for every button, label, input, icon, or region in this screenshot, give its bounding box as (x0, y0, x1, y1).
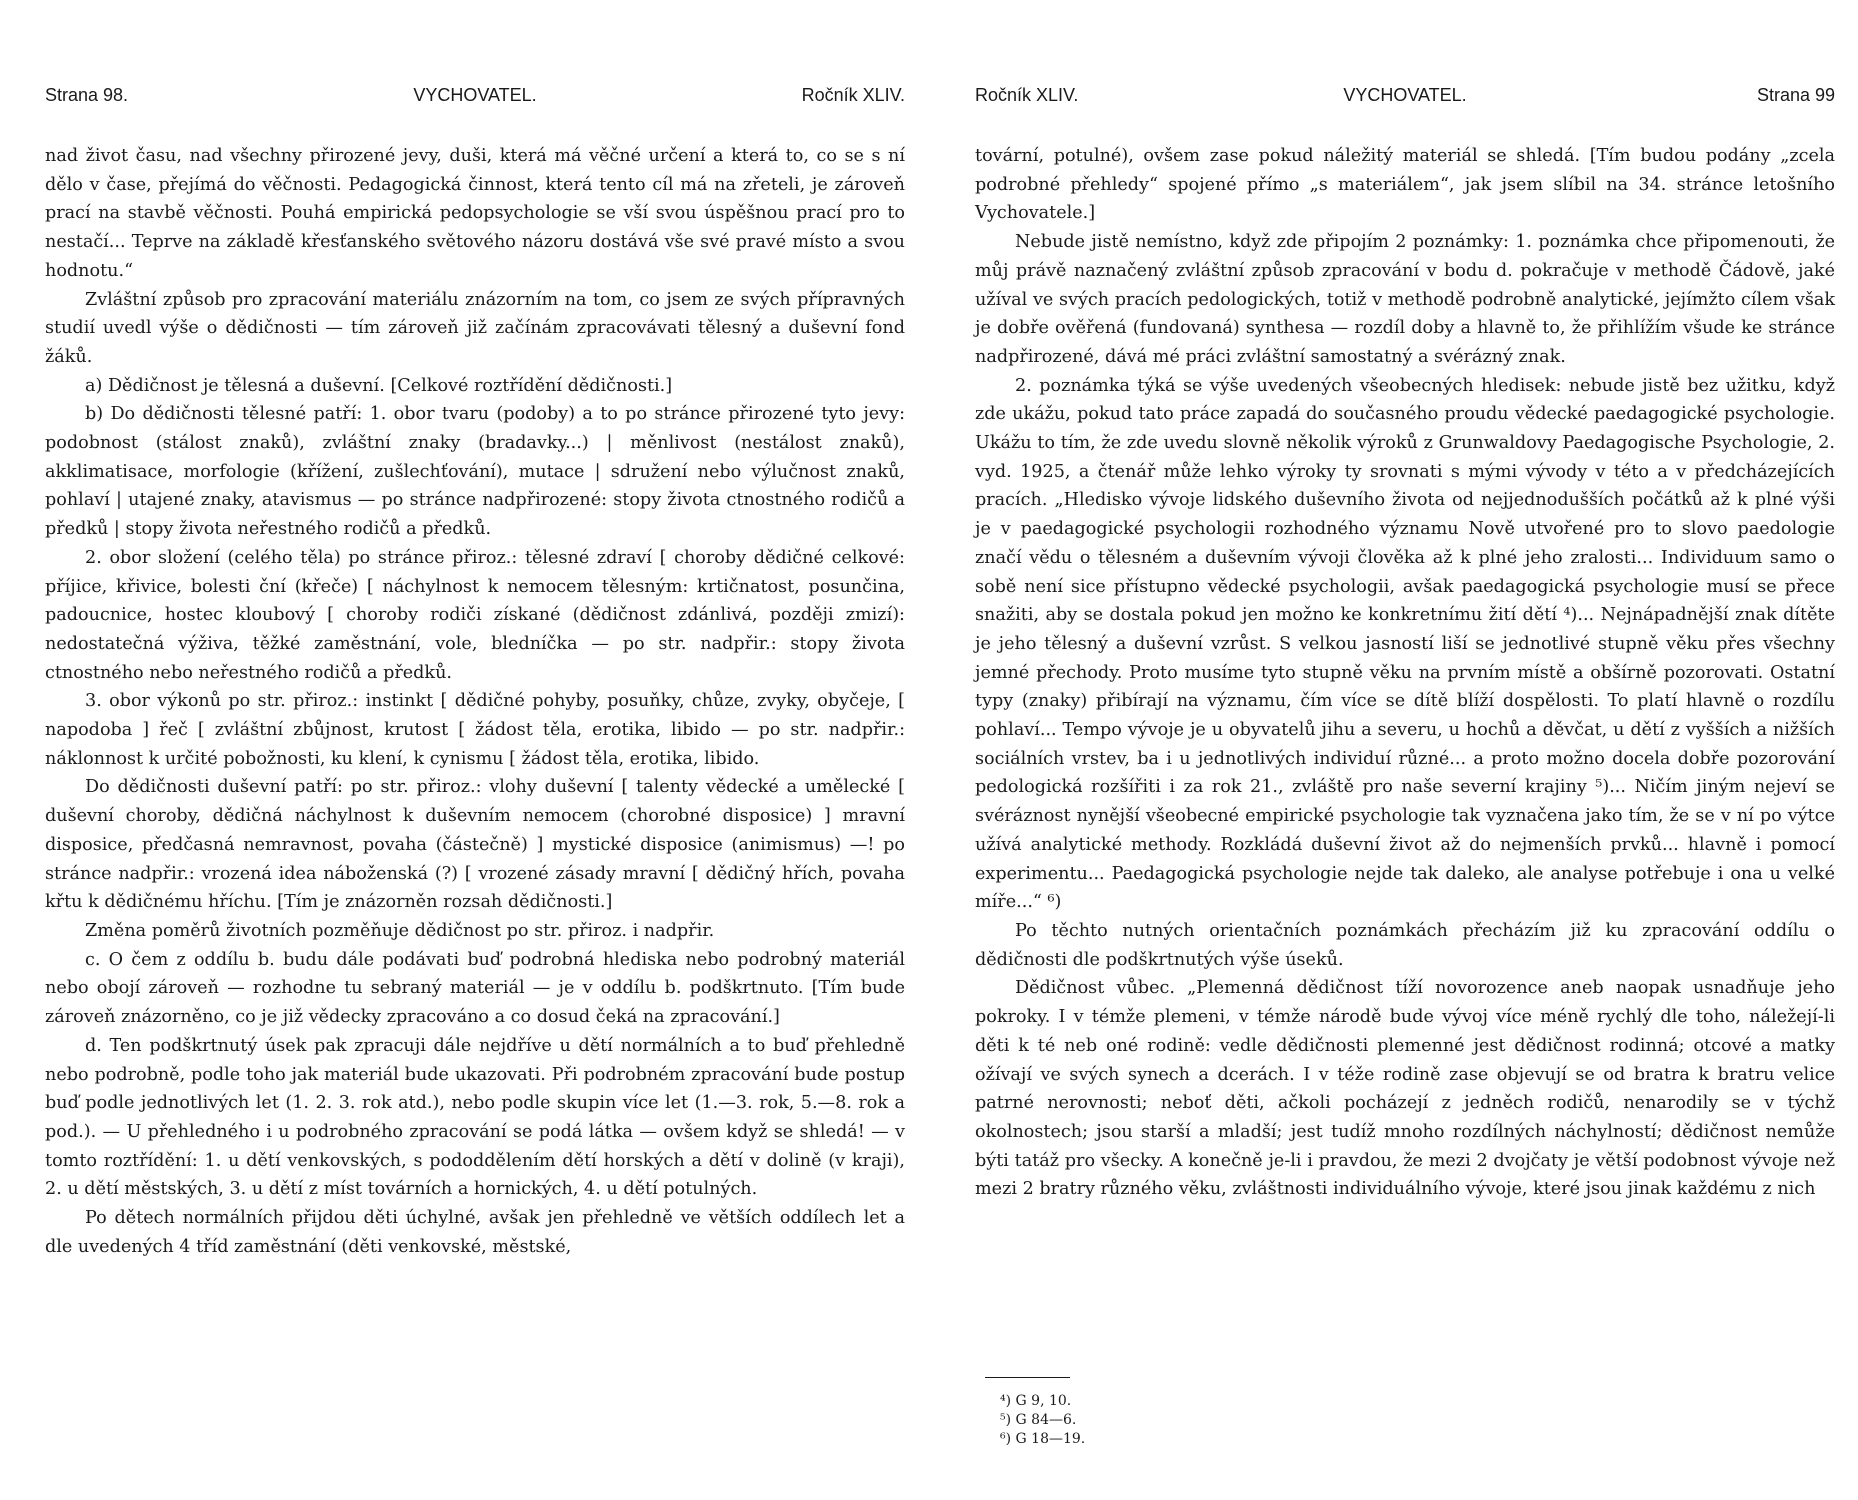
paragraph: Po těchto nutných orientačních poznámkách přecházím již ku zpracování oddílu o dědičnosti dle podškrtnutých výše úseků. (975, 920, 1835, 970)
left-page-header (45, 85, 905, 115)
footnote: ⁶) G 18—19. (1000, 1431, 1086, 1447)
volume-label: Ročník XLIV. (801, 85, 905, 105)
paragraph: tovární, potulné), ovšem zase pokud náležitý materiál se shledá. [Tím budou podány „zcela podrobné přehledy“ spojené přímo „s materiálem“, jak jsem slíbil na 34. stránce letošního Vychovatele.] (975, 146, 1835, 224)
right-page-header (975, 85, 1835, 115)
paragraph: d. Ten podškrtnutý úsek pak zpracuji dále nejdříve u dětí normálních a to buď přehledně nebo podrobně, podle toho jak materiál bude ukazovati. Při podrobném zpracování bude postup buď podle jednotlivých let (1. 2. 3. rok atd.), nebo podle skupin více let (1.—3. rok, 5.—8. rok a pod.). — U přehledného i u podrobného zpracování se podá látka — ovšem když se shledá! — v tomto roztřídění: 1. u dětí venkovských, s pododdělením dětí horských a dětí v dolině (v kraji), 2. u dětí městských, 3. u dětí z míst továrních a hornických, 4. u dětí potulných. (45, 1035, 905, 1200)
paragraph: Změna poměrů životních pozměňuje dědičnost po str. přiroz. i nadpřir. (85, 920, 715, 941)
paragraph: Dědičnost vůbec. „Plemenná dědičnost tíží novorozence aneb naopak usnadňuje jeho pokroky. I v témže plemeni, v témže národě bude vývoj více méně rychlý dle toho, náležejí-li děti k té neb oné rodině: vedle dědičnosti plemenné jest dědičnost rodinná; otcové a matky ožívají ve svých synech a dcerách. I v téže rodině zase objevují se od bratra k bratru velice patrné nerovnosti; neboť děti, ačkoli pocházejí z jedněch rodičů, nenarodily se v týchž okolnostech; jsou starší a mladší; jest tudíž mnoho rozdílných náchylností; dědičnost nemůže býti tatáž pro všecky. A konečně je-li i pravdou, že mezi 2 dvojčaty je větší podobnost vývoje než mezi 2 bratry různého věku, zvláštnosti individuálního vývoje, které jsou jinak každému z nich (975, 978, 1835, 1200)
paragraph: Do dědičnosti duševní patří: po str. přiroz.: vlohy duševní [ talenty vědecké a umělecké [ duševní choroby, dědičná náchylnost k duševním nemocem (chorobné disposice) ] mravní disposice, předčasná nemravnost, povaha (částečně) ] mystické disposice (animismus) —! po stránce nadpřir.: vrozená idea náboženská (?) [ vrozené zásady mravní [ dědičný hřích, povaha křtu k dědičnému hříchu. [Tím je znázorněn rozsah dědičnosti.] (45, 777, 905, 913)
paragraph: Zvláštní způsob pro zpracování materiálu znázorním na tom, co jsem ze svých přípravných studií uvedl výše o dědičnosti — tím zároveň již začínám zpracovávati tělesný a duševní fond žáků. (45, 289, 905, 367)
right-page-body (975, 142, 1835, 1204)
footnote-divider (985, 1377, 1070, 1378)
paragraph: Nebude jistě nemístno, když zde připojím 2 poznámky: 1. poznámka chce připomenouti, že můj právě naznačený zvláštní způsob zpracování v bodu d. pokračuje v methodě Čádově, jaké užíval ve svých pracích pedologických, totiž v methodě podrobně analytické, jejímžto cílem však je dobře ověřená (fundovaná) synthesa — rozdíl doby a hlavně to, že přihlížím všude ke stránce nadpřirozené, dává mé práci zvláštní samostatný a svérázný znak. (975, 232, 1835, 367)
journal-title: VYCHOVATEL. (413, 85, 537, 105)
footnotes (1000, 1392, 1300, 1449)
left-page (45, 0, 905, 1500)
page-number: Strana 99 (1756, 85, 1835, 105)
paragraph: c. O čem z oddílu b. budu dále podávati buď podrobná hlediska nebo podrobný materiál nebo obojí zároveň — rozhodne tu sebraný materiál — je v oddílu b. podškrtnuto. [Tím bude zároveň znázorněno, co je již vědecky zpracováno a co dosud čeká na zpracování.] (45, 949, 905, 1028)
page-number: Strana 98. (45, 85, 129, 105)
paragraph: 2. poznámka týká se výše uvedených všeobecných hledisek: nebude jistě bez užitku, když zde ukážu, pokud tato práce zapadá do současného proudu vědecké paedagogické psychologie. Ukážu to tím, že zde uvedu slovně několik výroků z Grunwaldovy Paedagogische Psychologie, 2. vyd. 1925, a čtenář může lehko výroky ty srovnati s mými vývody v této a v předcházejících pracích. „Hledisko vývoje lidského duševního života od nejjednodušších počátků až k plné výši je v paedagogické psychologii rozhodného významu Nově utvořené pro to slovo paedologie značí vědu o tělesném a duševním vývoji člověka až k plné jeho zralosti... Individuum samo o sobě není sice přístupno vědecké psychologii, avšak paedagogická psychologie musí se přece snažiti, aby se dostala pokud jen možno ke konkretnímu žití dětí ⁴)... Nejnápadnější znak dítěte je jeho tělesný a duševní vzrůst. S velkou jasností liší se jednotlivé stupně věku přes všechny jemné přechody. Proto musíme tyto stupně věku na prvním místě a obšírně pozorovati. Ostatní typy (znaky) přibírají na významu, čím více se dítě blíží dospělosti. To platí hlavně o rozdílu pohlaví... Tempo vývoje je u obyvatelů jihu a severu, u hochů a děvčat, u dětí z vyšších a nižších sociálních vrstev, ba i u jednotlivých individuí různé... a proto možno docela dobře pozorování pedologická rozšířiti i za rok 21., zvláště pro naše severní krajiny ⁵)... Ničím jiným nejeví se svéráznost nynější všeobecné empirické psychologie tak vyznačena jako tím, že se v ní po výtce užívá analytické methody. Rozkládá duševní život až do nejmenších prvků... hlavně i pomocí experimentu... Paedagogická psychologie nejde tak daleko, ale analyse potřebuje i ona u velké míře...“ ⁶) (975, 375, 1835, 913)
paragraph: 3. obor výkonů po str. přiroz.: instinkt [ dědičné pohyby, posuňky, chůze, zvyky, obyčeje, [ napodoba ] řeč [ zvláštní zbůjnost, krutost [ žádost těla, erotika, libido — po str. nadpřir.: náklonnost k určité pobožnosti, ku klení, k cynismu [ žádost těla, erotika, libido. (45, 691, 905, 769)
volume-label: Ročník XLIV. (975, 85, 1079, 105)
left-page-body (45, 142, 905, 1261)
paragraph: 2. obor složení (celého těla) po stránce přiroz.: tělesné zdraví [ choroby dědičné celkové: příjice, křivice, bolesti ční (křeče) [ náchylnost k nemocem tělesným: krtičnatost, posunčina, padoucnice, hostec kloubový [ choroby rodiči získané (dědičnost zdánlivá, později zmizí): nedostatečná výživa, těžké zaměstnání, vole, bledníčka — po str. nadpřir.: stopy života ctnostného nebo neřestného rodičů a předků. (45, 547, 905, 683)
paragraph: a) Dědičnost je tělesná a duševní. [Celkové roztřídění dědičnosti.] (85, 375, 673, 396)
footnote: ⁴) G 9, 10. (1000, 1393, 1072, 1409)
footnote: ⁵) G 84—6. (1000, 1412, 1077, 1428)
paragraph: nad život času, nad všechny přirozené jevy, duši, která má věčné určení a která to, co se s ní dělo v čase, přejímá do věčnosti. Pedagogická činnost, která tento cíl má na zřeteli, je zároveň prací na stavbě věčnosti. Pouhá empirická pedopsychologie se vší svou úspěšnou prací pro to nestačí... Teprve na základě křesťanského světového názoru dostává vše své pravé místo a svou hodnotu.“ (45, 146, 905, 281)
right-page (975, 0, 1835, 1500)
paragraph: Po dětech normálních přijdou děti úchylné, avšak jen přehledně ve větších oddílech let a dle uvedených 4 tříd zaměstnání (děti venkovské, městské, (45, 1208, 905, 1257)
paragraph: b) Do dědičnosti tělesné patří: 1. obor tvaru (podoby) a to po stránce přirozené tyto jevy: podobnost (stálost znaků), zvláštní znaky (bradavky...) | měnlivost (nestálost znaků), akklimatisace, morfologie (křížení, zušlechťování), mutace | sdružení nebo výlučnost znaků, pohlaví | utajené znaky, atavismus — po stránce nadpřirozené: stopy života ctnostného rodičů a předků | stopy života neřestného rodičů a předků. (45, 404, 905, 540)
journal-title: VYCHOVATEL. (1343, 85, 1467, 105)
